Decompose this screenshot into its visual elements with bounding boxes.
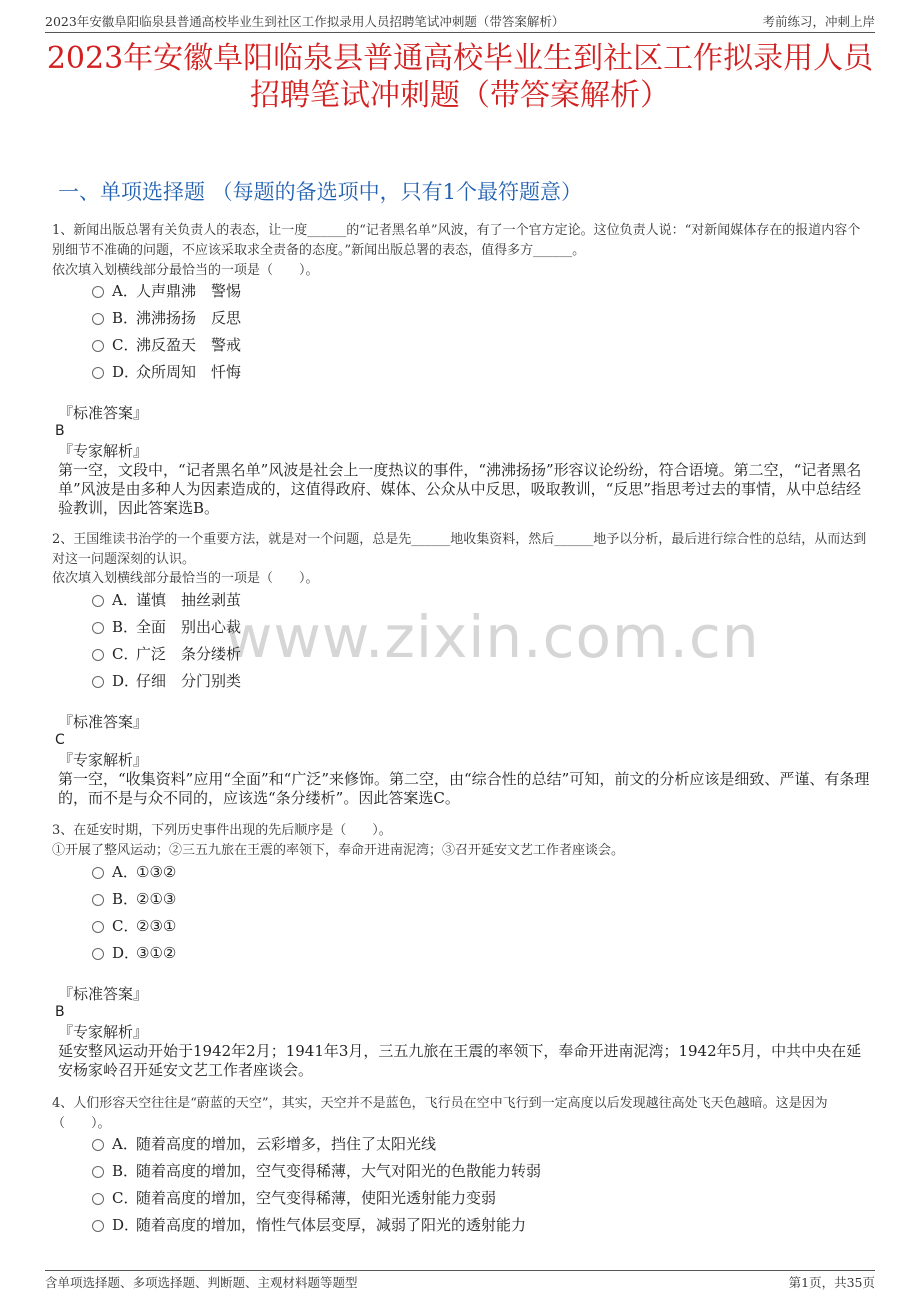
question-3-option-a[interactable]: A．①③②: [92, 861, 176, 883]
radio-icon[interactable]: [92, 1139, 104, 1151]
question-2-answer-label: 『标准答案』: [58, 713, 149, 731]
question-4-option-a[interactable]: A．随着高度的增加，云彩增多，挡住了太阳光线: [92, 1133, 436, 1155]
header-divider: [45, 32, 875, 33]
radio-icon[interactable]: [92, 948, 104, 960]
footer-page-info: 第1页，共35页: [788, 1275, 875, 1290]
question-2-analysis-label: 『专家解析』: [58, 751, 149, 769]
footer-question-types: 含单项选择题、多项选择题、判断题、主观材料题等题型: [45, 1275, 358, 1290]
question-2-analysis: 第一空，“收集资料”应用“全面”和“广泛”来修饰。第二空，由“综合性的总结”可知，前文的分析应该是细致、严谨、有条理的，而不是与众不同的，应该选“条分缕析”。因此答案选C。: [58, 770, 870, 807]
header-slogan: 考前练习，冲刺上岸: [762, 14, 875, 29]
question-3-option-b[interactable]: B．②①③: [92, 888, 176, 910]
section-title: 一、单项选择题 （每题的备选项中，只有1个最符题意）: [58, 180, 583, 204]
question-1-instruction: 依次填入划横线部分最恰当的一项是（ ）。: [52, 263, 319, 278]
radio-icon[interactable]: [92, 894, 104, 906]
question-2-stem: 2、王国维读书治学的一个重要方法，就是对一个问题，总是先______地收集资料，然后______地予以分析，最后进行综合性的总结，从而达到对这一问题深刻的认识。: [52, 532, 867, 567]
radio-icon[interactable]: [92, 921, 104, 933]
question-4-option-b[interactable]: B．随着高度的增加，空气变得稀薄，大气对阳光的色散能力转弱: [92, 1160, 541, 1182]
question-3-analysis-label: 『专家解析』: [58, 1023, 149, 1041]
page-title-line-2: 招聘笔试冲刺题（带答案解析）: [250, 78, 670, 113]
question-3-answer-label: 『标准答案』: [58, 985, 149, 1003]
radio-icon[interactable]: [92, 340, 104, 352]
radio-icon[interactable]: [92, 867, 104, 879]
radio-icon[interactable]: [92, 622, 104, 634]
radio-icon[interactable]: [92, 595, 104, 607]
question-1-analysis-label: 『专家解析』: [58, 442, 149, 460]
question-3-option-d[interactable]: D．③①②: [92, 942, 176, 964]
question-1-option-b[interactable]: B．沸沸扬扬 反思: [92, 307, 241, 329]
question-1-stem: 1、新闻出版总署有关负责人的表态，让一度______的“记者黑名单”风波，有了一个官方定论。这位负责人说：“对新闻媒体存在的报道内容个别细节不准确的问题，不应该采取求全责备的态度。”新闻出版总署的表态，值得多方______。: [52, 223, 861, 258]
question-1-option-c[interactable]: C．沸反盈天 警戒: [92, 334, 241, 356]
question-1-option-a[interactable]: A．人声鼎沸 警惕: [92, 280, 241, 302]
question-3-answer: B: [55, 1004, 65, 1020]
question-4-option-c[interactable]: C．随着高度的增加，空气变得稀薄，使阳光透射能力变弱: [92, 1187, 496, 1209]
radio-icon[interactable]: [92, 286, 104, 298]
radio-icon[interactable]: [92, 1220, 104, 1232]
radio-icon[interactable]: [92, 313, 104, 325]
question-3-analysis: 延安整风运动开始于1942年2月；1941年3月，三五九旅在王震的率领下，奉命开进南泥湾；1942年5月，中共中央在延安杨家岭召开延安文艺工作者座谈会。: [58, 1042, 862, 1079]
radio-icon[interactable]: [92, 676, 104, 688]
radio-icon[interactable]: [92, 649, 104, 661]
question-3-events: ①开展了整风运动；②三五九旅在王震的率领下，奉命开进南泥湾；③召开延安文艺工作者座谈会。: [52, 843, 625, 858]
page-title: [40, 40, 880, 114]
question-2-option-c[interactable]: C．广泛 条分缕析: [92, 643, 241, 665]
footer-divider: [45, 1270, 875, 1271]
question-2-instruction: 依次填入划横线部分最恰当的一项是（ ）。: [52, 571, 319, 586]
question-1-option-d[interactable]: D．众所周知 忏悔: [92, 361, 241, 383]
radio-icon[interactable]: [92, 1166, 104, 1178]
question-4-stem: 4、人们形容天空往往是“蔚蓝的天空”，其实，天空并不是蓝色，飞行员在空中飞行到一定高度以后发现越往高处飞天色越暗。这是因为（ ）。: [52, 1096, 828, 1131]
page-title-line-1: 2023年安徽阜阳临泉县普通高校毕业生到社区工作拟录用人员: [46, 41, 874, 76]
question-1-analysis: 第一空，文段中，“记者黑名单”风波是社会上一度热议的事件，“沸沸扬扬”形容议论纷纷，符合语境。第二空，“记者黑名单”风波是由多种人为因素造成的，这值得政府、媒体、公众从中反思，吸取教训，“反思”指思考过去的事情，从中总结经验教训，因此答案选B。: [58, 461, 862, 517]
question-1-answer: B: [55, 423, 65, 439]
question-2-option-a[interactable]: A．谨慎 抽丝剥茧: [92, 589, 241, 611]
question-2-answer: C: [55, 732, 65, 748]
question-2-option-d[interactable]: D．仔细 分门别类: [92, 670, 241, 692]
watermark: www.zixin.com.cn: [225, 603, 760, 671]
radio-icon[interactable]: [92, 367, 104, 379]
question-4-option-d[interactable]: D．随着高度的增加，惰性气体层变厚，减弱了阳光的透射能力: [92, 1214, 526, 1236]
question-2-option-b[interactable]: B．全面 别出心裁: [92, 616, 241, 638]
radio-icon[interactable]: [92, 1193, 104, 1205]
question-3-option-c[interactable]: C．②③①: [92, 915, 176, 937]
question-1-answer-label: 『标准答案』: [58, 404, 149, 422]
header-doc-title: 2023年安徽阜阳临泉县普通高校毕业生到社区工作拟录用人员招聘笔试冲刺题（带答案解析）: [45, 14, 565, 29]
question-3-stem: 3、在延安时期，下列历史事件出现的先后顺序是（ ）。: [52, 823, 392, 838]
